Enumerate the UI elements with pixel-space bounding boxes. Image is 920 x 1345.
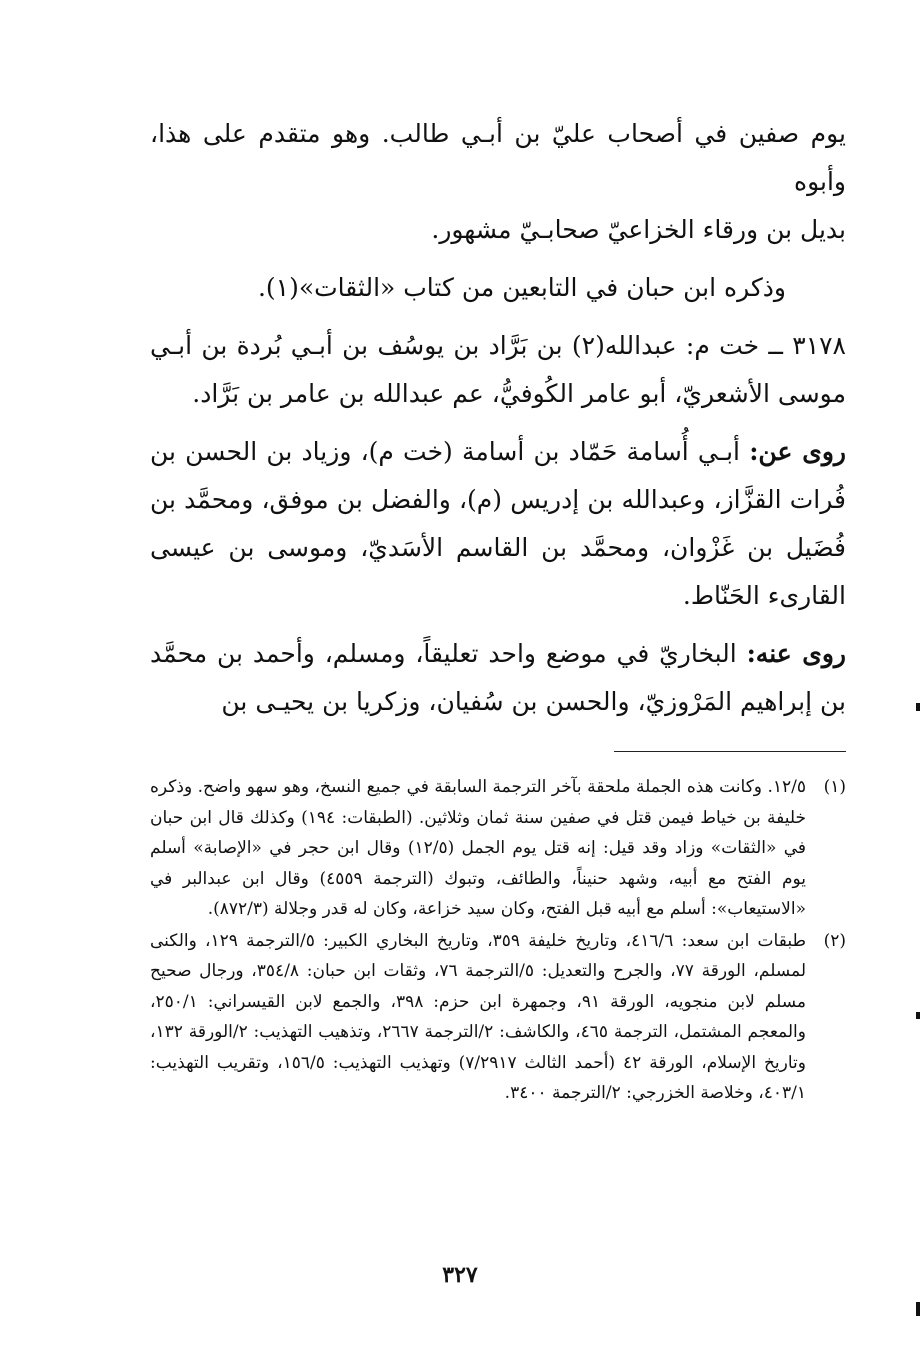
- page-number: ٣٢٧: [442, 1262, 478, 1288]
- paragraph-thiqat: وذكره ابن حبان في التابعين من كتاب «الثقات»(١).: [257, 273, 786, 302]
- paragraph-line: يوم صفين في أصحاب عليّ بن أبـي طالب. وهو متقدم على هذا، وأبوه: [150, 119, 846, 196]
- footnote-2: [150, 926, 846, 1109]
- narrated-by-text: البخاريّ في موضع واحد تعليقاً، ومسلم، وأحمد بن محمَّد بن إبراهيم المَرْوزيّ، والحسن بن سُفيان، وزكريا بن يحيـى بن: [150, 639, 846, 716]
- narrated-from-label: روى عن:: [749, 437, 847, 466]
- footnotes: [150, 772, 846, 1110]
- footnote-marker: (١): [823, 777, 846, 797]
- scan-edge-mark: [916, 1302, 920, 1316]
- main-text: [150, 110, 846, 736]
- entry-heading: [150, 322, 846, 418]
- narrated-from-text: أبـي أُسامة حَمّاد بن أسامة (خت م)، وزياد بن الحسن بن فُرات القزَّاز، وعبدالله بن إدريس (م)، والفضل بن موفق، ومحمَّد بن فُضَيل بن غَزْوان، ومحمَّد بن القاسم الأسَديّ، وموسى بن عيسى القارىء الحَنّاط.: [150, 437, 846, 610]
- scan-edge-mark: [916, 1012, 920, 1019]
- paragraph-line: بديل بن ورقاء الخزاعيّ صحابـيّ مشهور.: [431, 215, 846, 244]
- entry-text: خت م: عبدالله(٢) بن بَرَّاد بن يوسُف بن أبـي بُردة بن أبـي موسى الأشعريّ، أبو عامر الكُوفيُّ، عم عبدالله بن عامر بن بَرَّاد.: [150, 331, 846, 408]
- footnote-divider: [614, 751, 846, 752]
- entry-number: ٣١٧٨ ــ: [768, 331, 846, 360]
- footnote-text: ١٢/٥. وكانت هذه الجملة ملحقة بآخر الترجمة السابقة في جميع النسخ، وهو سهو واضح. وذكره خليفة بن خياط فيمن قتل في صفين سنة ثمان وثلاثين. (الطبقات: ١٩٤) وكذلك قال ابن حبان في «الثقات» وزاد وقد قيل: إنه قتل يوم الجمل (١٢/٥) وقال ابن حجر في «الإصابة» أسلم يوم الفتح مع أبيه، وشهد حنيناً، والطائف، وتبوك (الترجمة ٤٥٥٩) وقال ابن عبدالبر في «الاستيعاب»: أسلم مع أبيه قبل الفتح، وكان سيد خزاعة، وكان له قدر وجلالة (٨٧٢/٣).: [150, 777, 807, 919]
- narrated-from-paragraph: [150, 428, 846, 620]
- footnote-marker: (٢): [823, 930, 846, 951]
- narrated-by-paragraph: [150, 630, 846, 726]
- narrated-by-label: روى عنه:: [746, 639, 846, 668]
- footnote-1: [150, 772, 846, 925]
- paragraph-continuation: [150, 110, 846, 254]
- scan-edge-mark: [916, 703, 920, 711]
- footnote-text: طبقات ابن سعد: ٤١٦/٦، وتاريخ خليفة ٣٥٩، وتاريخ البخاري الكبير: ٥/الترجمة ١٢٩، والكنى لمسلم، الورقة ٧٧، والجرح والتعديل: ٥/الترجمة ٧٦، وثقات ابن حبان: ٣٥٤/٨، ورجال صحيح مسلم لابن منجويه، الورقة ٩١، وجمهرة ابن حزم: ٣٩٨، والجمع لابن القيسراني: ٢٥٠/١، والمعجم المشتمل، الترجمة ٤٦٥، والكاشف: ٢/الترجمة ٢٦٦٧، وتذهيب التهذيب: ٢/الورقة ١٣٢، وتاريخ الإسلام، الورقة ٤٢ (أحمد الثالث ٧/٢٩١٧) وتهذيب التهذيب: ١٥٦/٥، وتقريب التهذيب: ٤٠٣/١، وخلاصة الخزرجي: ٢/الترجمة ٣٤٠٠.: [150, 930, 807, 1103]
